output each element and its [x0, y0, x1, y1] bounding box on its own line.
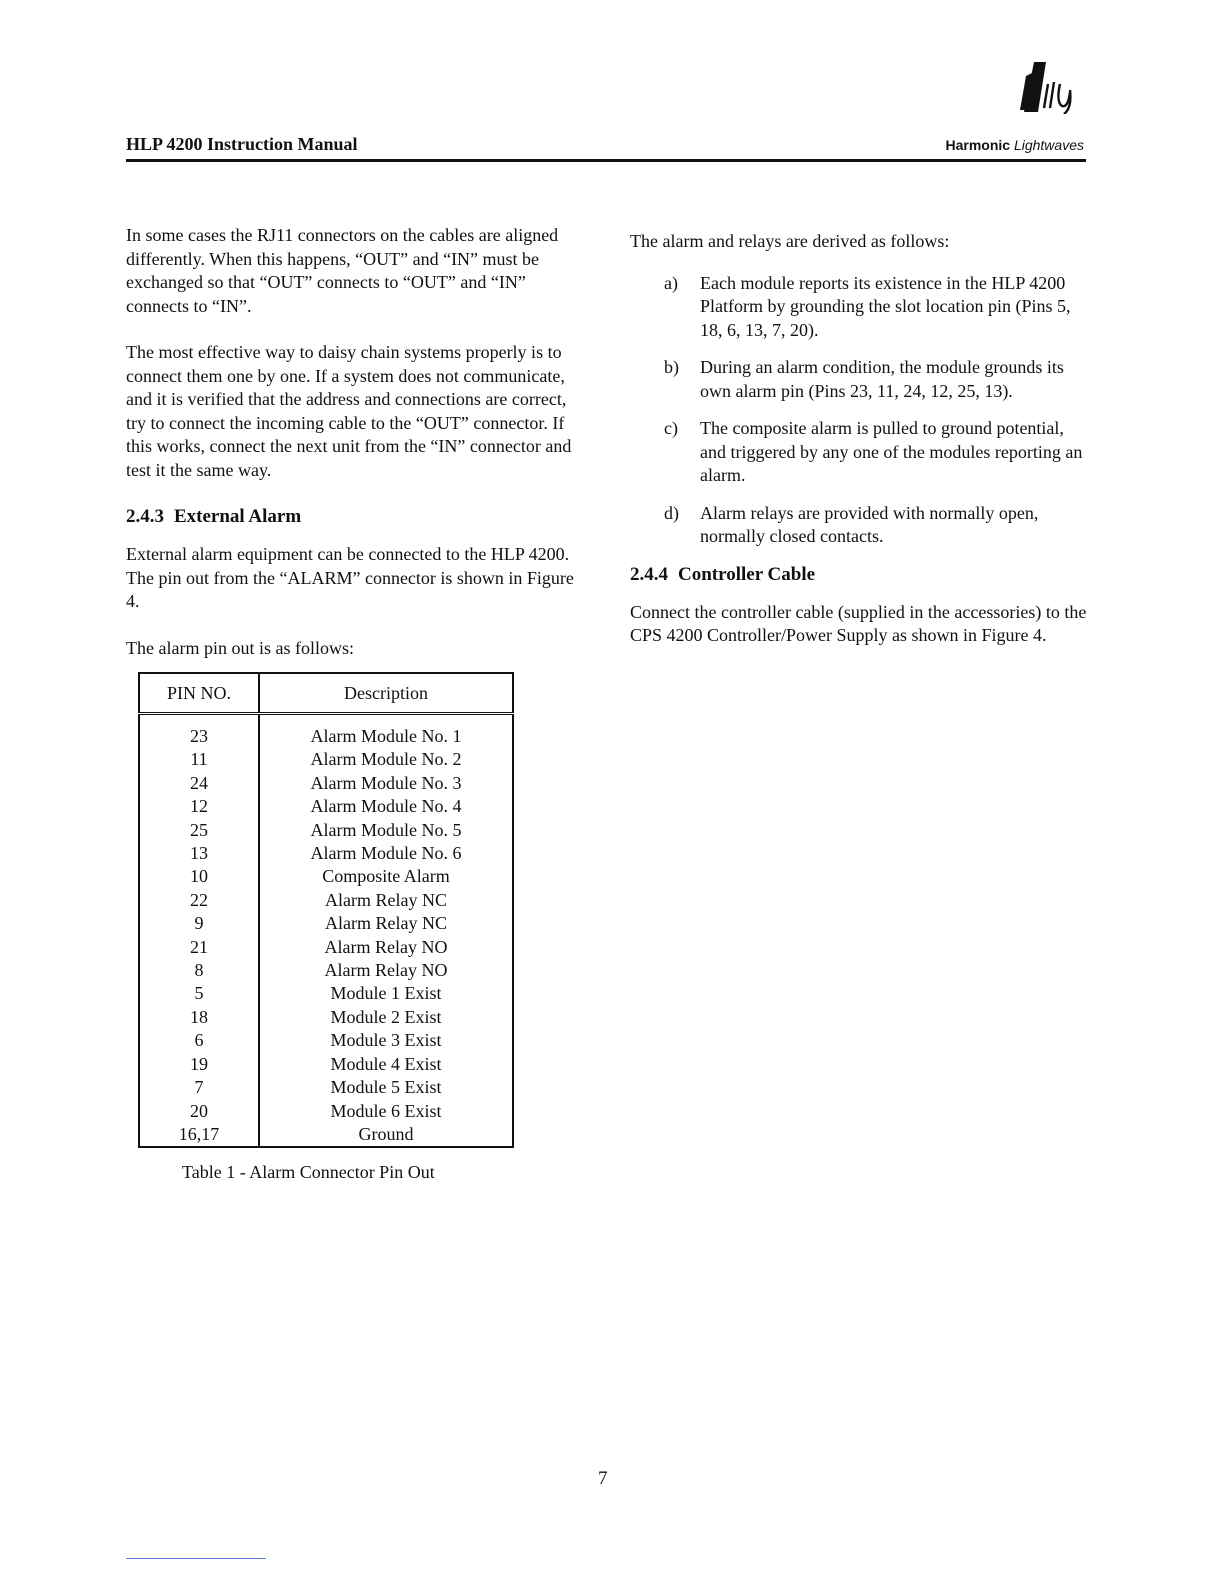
list-item-text: The composite alarm is pulled to ground potential, and triggered by any one of the modules reporting an alarm. — [700, 418, 1083, 485]
pin-number-cell: 23 — [139, 714, 259, 749]
pin-number-cell: 6 — [139, 1029, 259, 1052]
table-row — [139, 1006, 513, 1029]
table-caption: Table 1 - Alarm Connector Pin Out — [182, 1162, 435, 1183]
table-row — [139, 1053, 513, 1076]
list-item-text: Each module reports its existence in the HLP 4200 Platform by grounding the slot location pin (Pins 5, 18, 6, 13, 7, 20). — [700, 272, 1071, 340]
paragraph-pin-out-intro: The alarm pin out is as follows: — [126, 637, 354, 658]
table-row — [139, 842, 513, 865]
pin-description-cell: Alarm Module No. 6 — [310, 843, 462, 864]
brand-name: Harmonic — [945, 137, 1011, 153]
pin-description-cell: Alarm Module No. 2 — [310, 749, 462, 770]
brand-tagline: Lightwaves — [1013, 137, 1084, 153]
table-row — [139, 936, 513, 959]
pin-number-cell: 8 — [139, 959, 259, 982]
table-row — [139, 714, 513, 749]
paragraph-controller-cable: Connect the controller cable (supplied in the accessories) to the CPS 4200 Controller/Power Supply as shown in Figure 4. — [630, 601, 1087, 645]
pin-description-cell: Module 1 Exist — [330, 983, 442, 1004]
paragraph-external-alarm: External alarm equipment can be connected to the HLP 4200. The pin out from the “ALARM” connector is shown in Figure 4. — [126, 544, 574, 611]
pin-number-cell: 7 — [139, 1076, 259, 1099]
pin-description-cell: Alarm Module No. 1 — [310, 726, 462, 746]
alarm-derivation-list — [630, 272, 1090, 549]
table-row — [139, 1123, 513, 1147]
pin-number-cell: 22 — [139, 889, 259, 912]
pin-description-cell: Alarm Module No. 4 — [310, 796, 462, 817]
table-row — [139, 982, 513, 1005]
pin-description-cell: Module 6 Exist — [330, 1100, 442, 1121]
pin-number-cell: 11 — [139, 748, 259, 771]
section-title: Controller Cable — [678, 563, 816, 585]
pin-description-cell: Alarm Relay NO — [324, 936, 448, 957]
table-row — [139, 1029, 513, 1052]
table-row — [139, 795, 513, 818]
table-row — [139, 959, 513, 982]
left-column — [126, 224, 578, 1183]
pin-number-cell: 18 — [139, 1006, 259, 1029]
list-item — [630, 272, 1090, 343]
pin-description-cell: Alarm Relay NC — [325, 889, 447, 910]
table-row — [139, 889, 513, 912]
table-row — [139, 912, 513, 935]
manual-title: HLP 4200 Instruction Manual — [126, 134, 358, 154]
list-item-label: c) — [664, 418, 678, 438]
column-header-description: Description — [259, 673, 513, 714]
table-row — [139, 748, 513, 771]
alarm-pin-table — [138, 672, 514, 1148]
list-item-text: Alarm relays are provided with normally open, normally closed contacts. — [700, 502, 1039, 546]
list-item — [630, 356, 1090, 403]
brand-header — [945, 137, 1084, 153]
list-item-label: b) — [664, 357, 679, 377]
table-row — [139, 772, 513, 795]
pin-number-cell: 20 — [139, 1100, 259, 1123]
table-row — [139, 865, 513, 888]
list-item-label: a) — [664, 272, 678, 293]
pin-description-cell: Alarm Module No. 5 — [310, 819, 462, 840]
list-item — [630, 502, 1090, 549]
pin-number-cell: 12 — [139, 795, 259, 818]
pin-number-cell: 13 — [139, 842, 259, 865]
pin-number-cell: 25 — [139, 819, 259, 842]
pin-number-cell: 5 — [139, 982, 259, 1005]
footer-line — [126, 1558, 266, 1559]
table-row — [139, 1076, 513, 1099]
section-number: 2.4.3 — [126, 506, 164, 527]
pin-description-cell: Alarm Module No. 3 — [310, 772, 462, 793]
list-item-text: During an alarm condition, the module grounds its own alarm pin (Pins 23, 11, 24, 12, 25, 13). — [700, 357, 1064, 401]
paragraph-alarm-relays-intro: The alarm and relays are derived as follows: — [630, 231, 950, 251]
pin-description-cell: Composite Alarm — [322, 866, 450, 887]
list-item — [630, 417, 1090, 488]
header-rule — [126, 159, 1086, 162]
paragraph-rj11: In some cases the RJ11 connectors on the cables are aligned differently. When this happens, “OUT” and “IN” must be exchanged so that “OUT” connects to “OUT” and “IN” connects to “IN”. — [126, 225, 559, 316]
pin-description-cell: Module 5 Exist — [330, 1077, 442, 1098]
pin-description-cell: Alarm Relay NC — [325, 913, 447, 934]
pin-description-cell: Module 3 Exist — [330, 1030, 442, 1051]
page-number: 7 — [598, 1468, 608, 1489]
pin-description-cell: Ground — [358, 1123, 414, 1144]
pin-description-cell: Alarm Relay NO — [324, 960, 448, 981]
right-column — [630, 230, 1090, 648]
section-number: 2.4.4 — [630, 563, 668, 585]
paragraph-daisy-chain: The most effective way to daisy chain systems properly is to connect them one by one. If a system does not communicate, and it is verified that the address and connections are correct, try to connect the incoming cable to the “OUT” connector. If this works, connect the next unit from the “IN” connector and test it the same way. — [126, 342, 572, 480]
pin-number-cell: 10 — [139, 865, 259, 888]
pin-description-cell: Module 4 Exist — [330, 1053, 442, 1074]
list-item-label: d) — [664, 502, 679, 523]
pin-number-cell: 16,17 — [139, 1123, 259, 1147]
pin-number-cell: 21 — [139, 936, 259, 959]
column-header-pin: PIN NO. — [139, 673, 259, 714]
table-row — [139, 1100, 513, 1123]
pin-description-cell: Module 2 Exist — [330, 1006, 442, 1027]
section-title: External Alarm — [174, 506, 302, 527]
pin-number-cell: 24 — [139, 772, 259, 795]
table-row — [139, 819, 513, 842]
harmonic-lightwaves-logo — [1012, 62, 1084, 114]
section-heading-controller-cable — [630, 563, 1090, 587]
section-heading-external-alarm — [126, 505, 578, 529]
pin-number-cell: 9 — [139, 912, 259, 935]
table-header-row — [139, 673, 513, 714]
pin-number-cell: 19 — [139, 1053, 259, 1076]
